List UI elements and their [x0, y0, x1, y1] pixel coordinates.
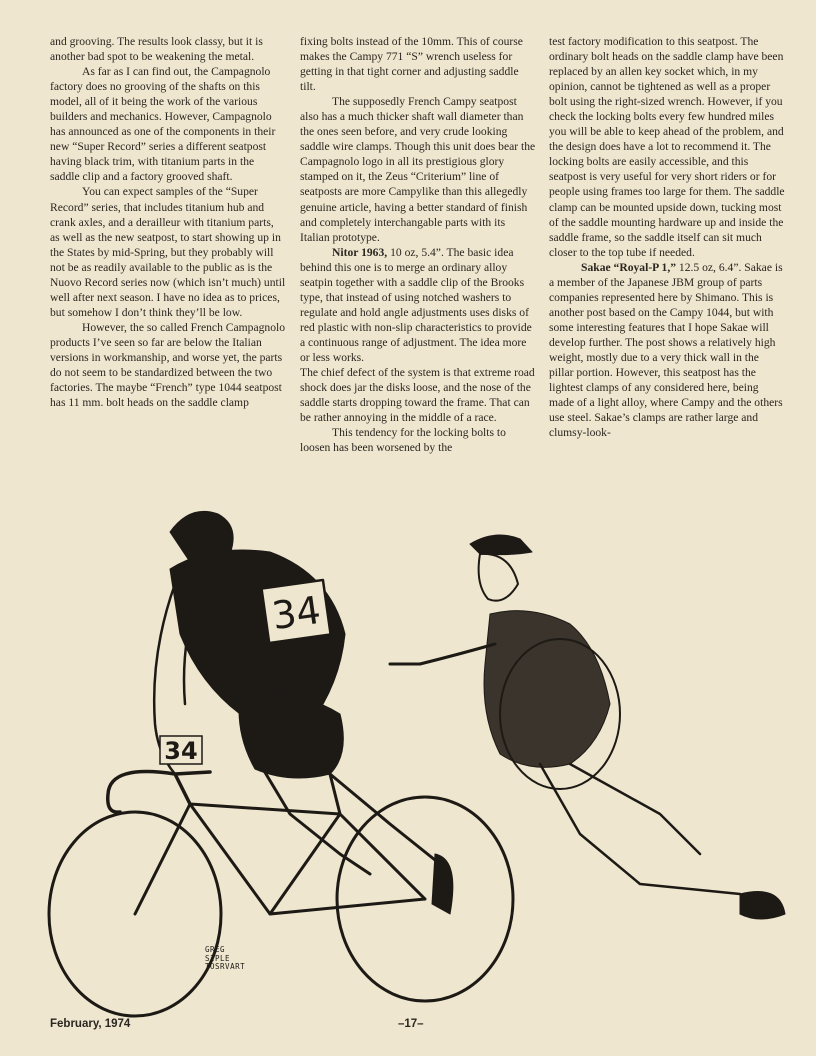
helper-arm [390, 644, 495, 664]
paragraph: However, the so called French Campagnolo products I’ve seen so far are below the Italian versions in workmanship, and worse yet, the parts do not seem to be standardized between the two factories. The maybe “French” type 1044 seatpost has 11 mm. bolt heads on the saddle clamp [50, 320, 286, 410]
paragraph-sakae [549, 260, 785, 441]
signature-line: SIPLE [205, 953, 231, 963]
sakae-text: 12.5 oz, 6.4”. Sakae is a member of the Japanese JBM group of parts companies represented here by Shimano. This is another post based on the Campy 1044, but with some interesting features that I hope Sakae will develop further. The post shows a relatively high weight, mostly due to a very thick wall in the pillar portion. However, this seatpost has the lightest clamps of any considered here, being made of a light alloy, where Campy and the others use steel. Sakae’s clamps are rather large and clumsy-look- [549, 260, 783, 440]
sakae-heading: Sakae “Royal-P 1,” [581, 260, 677, 274]
nitor-heading: Nitor 1963, [332, 245, 388, 259]
helper-head [479, 554, 518, 601]
frame-number: 34 [164, 737, 198, 765]
paragraph: As far as I can find out, the Campagnolo factory does no grooving of the shafts on this model, all of it being the work of the various builders and mechanics. However, Campagnolo has announced as one of the components in their new “Super Record” series a different seatpost having black trim, with titanium parts in the saddle clip and a factory grooved shaft. [50, 65, 276, 184]
page-number: –17– [398, 1018, 424, 1030]
paragraph-nitor [300, 245, 536, 365]
cyclist-illustration [40, 474, 800, 1034]
paragraph: This tendency for the locking bolts to loosen has been worsened by the [300, 426, 506, 455]
nitor-text: 10 oz, 5.4”. The basic idea behind this one is to merge an ordinary alloy seatpin together with a saddle clip of the Brooks type, that instead of using notched washers to regulate and hold angle adjustments uses disks of red plastic with non-slip characteristics to provide a continuous range of adjustment. The idea more or less works. [300, 245, 532, 364]
paragraph: fixing bolts instead of the 10mm. This of course makes the Campy 771 “S” wrench useless for getting in that tight corner and adjusting saddle tilt. [300, 35, 523, 94]
text-column-1 [50, 34, 286, 410]
paragraph: The chief defect of the system is that extreme road shock does jar the disks loose, and the nose of the saddle starts dropping toward the frame. That can be rather annoying in the middle of a race. [300, 366, 535, 425]
artist-signature [205, 946, 245, 972]
footer-date: February, 1974 [50, 1018, 131, 1030]
cyclist-shorts [239, 693, 343, 778]
text-column-3 [549, 34, 785, 440]
jersey-number: 34 [269, 587, 324, 639]
paragraph: test factory modification to this seatpost. The ordinary bolt heads on the saddle clamp have been replaced by an allen key socket which, in my opinion, cannot be tightened as well as a proper bolt using the right-sized wrench. However, if you check the locking bolts every few hundred miles you will be able to keep ahead of the problem, and the design does have a lot to recommend it. The locking bolts are easily accessible, and this seatpost is very useful for very short riders or for people using frames too large for them. The saddle clamp can be mounted upside down, tucking most of the saddle mounting hardware up and inside the saddle frame, so the saddle itself can sit much closer to the top tube if needed. [549, 35, 785, 259]
helper-cap [470, 535, 532, 555]
signature-line: TOSRVART [205, 962, 246, 971]
text-column-2 [300, 34, 536, 455]
helper-shoe [740, 892, 785, 920]
paragraph: The supposedly French Campy seatpost also has a much thicker shaft wall diameter than the ones seen before, and very crude looking saddle wire clamps. Though this unit does bear the Campagnolo logo in all its prestigious glory stamped on it, the Zeus “Criterium” line of seatposts are more Campylike than this allegedly genuine article, having a better standard of finish and completely interchangable parts with its Italian prototype. [300, 95, 536, 244]
handlebars [108, 772, 210, 813]
signature-line: GREG [205, 945, 226, 954]
paragraph: You can expect samples of the “Super Record” series, that includes titanium hub and crank axles, and a derailleur with titanium parts, as well as the new seatpost, to start showing up in the States by mid-Spring, but they probably will not be as readily available to the public as is the Nuovo Record series now (which isn’t much) until well after next season. I have no idea as to prices, but somehow I don’t think they’ll be low. [50, 185, 286, 319]
helper-legs [540, 764, 740, 894]
paragraph: and grooving. The results look classy, but it is another bad spot to be weakening the metal. [50, 35, 263, 64]
cyclist-shoe [432, 854, 453, 914]
